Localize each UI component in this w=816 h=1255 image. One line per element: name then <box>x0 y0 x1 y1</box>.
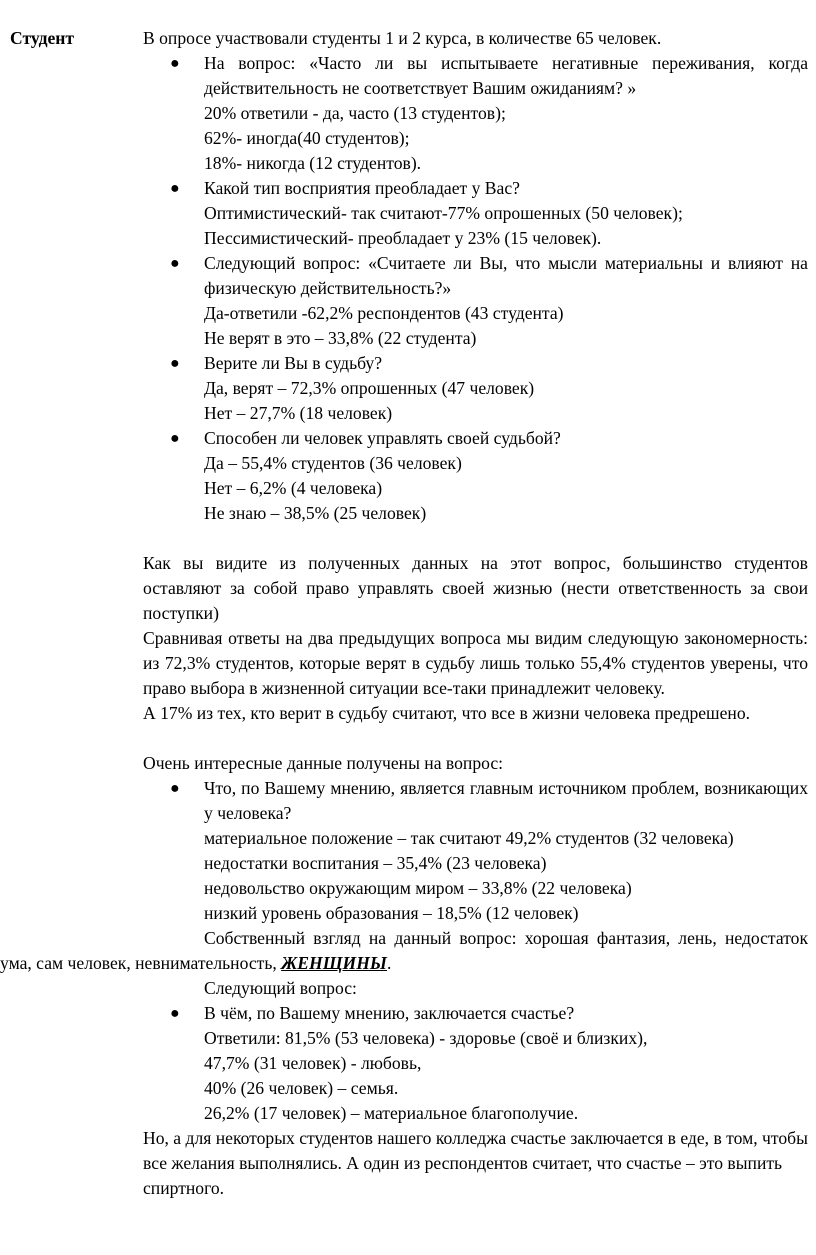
answer-text: 62%- иногда(40 студентов); <box>204 128 410 148</box>
answer-text: Да – 55,4% студентов (36 человек) <box>204 453 462 473</box>
answer-text: недовольство окружающим миром – 33,8% (22 человека) <box>204 878 632 898</box>
question-text: На вопрос: «Часто ли вы испытываете негативные переживания, когда действительность не соответствует Вашим ожиданиям? » <box>204 53 808 98</box>
answer-text: недостатки воспитания – 35,4% (23 человека) <box>204 853 547 873</box>
question-text: Следующий вопрос: «Считаете ли Вы, что мысли материальны и влияют на физическую действительность?» <box>204 253 808 298</box>
question-text: Какой тип восприятия преобладает у Вас? <box>204 178 520 198</box>
own-view-paragraph <box>0 926 808 976</box>
answer-text: Пессимистический- преобладает у 23% (15 человек). <box>204 228 602 248</box>
own-view-text: Собственный взгляд на данный вопрос: хорошая фантазия, лень, недостаток ума, сам человек, невнимательность, <box>0 928 808 973</box>
survey-item <box>143 1001 808 1126</box>
survey-item <box>143 776 808 926</box>
survey-item <box>143 51 808 176</box>
own-view-end: . <box>386 953 392 973</box>
bullet-icon: ● <box>170 255 180 272</box>
answer-text: 40% (26 человек) – семья. <box>204 1078 399 1098</box>
comparison-paragraph: Сравнивая ответы на два предыдущих вопроса мы видим следующую закономерность: из 72,3% студентов, которые верят в судьбу лишь только 55,4% студентов уверены, что право выбора в жизненной ситуации все-таки принадлежит человеку. <box>143 628 808 698</box>
survey-item <box>143 176 808 251</box>
final-paragraph: Но, а для некоторых студентов нашего колледжа счастье заключается в еде, в том, чтобы все желания выполнялись. А один из респондентов считает, что счастье – это выпить спиртного. <box>143 1128 808 1198</box>
fate-paragraph: А 17% из тех, кто верит в судьбу считают, что все в жизни человека предрешено. <box>143 703 751 723</box>
answer-text: 47,7% (31 человек) - любовь, <box>204 1053 422 1073</box>
intro-text: В опросе участвовали студенты 1 и 2 курса, в количестве 65 человек. <box>143 28 662 48</box>
bullet-icon: ● <box>170 430 180 447</box>
own-view-emphasis: ЖЕНЩИНЫ <box>281 953 387 973</box>
question-text: Что, по Вашему мнению, является главным источником проблем, возникающих у человека? <box>204 778 808 823</box>
answer-text: материальное положение – так считают 49,2% студентов (32 человека) <box>204 828 734 848</box>
interesting-data-paragraph: Очень интересные данные получены на вопрос: <box>143 753 504 773</box>
conclusion-paragraph: Как вы видите из полученных данных на этот вопрос, большинство студентов оставляют за собой право управлять своей жизнью (нести ответственность за свои поступки) <box>143 553 808 623</box>
survey-item <box>143 351 808 426</box>
answer-text: Да, верят – 72,3% опрошенных (47 человек) <box>204 378 535 398</box>
answer-text: Не верят в это – 33,8% (22 студента) <box>204 328 477 348</box>
section-label: Студент <box>10 28 75 48</box>
answer-text: Нет – 27,7% (18 человек) <box>204 403 393 423</box>
answer-text: 26,2% (17 человек) – материальное благополучие. <box>204 1103 579 1123</box>
survey-item <box>143 251 808 351</box>
bullet-icon: ● <box>170 1005 180 1022</box>
answer-text: Не знаю – 38,5% (25 человек) <box>204 503 427 523</box>
document-body <box>0 26 808 1201</box>
answer-text: 20% ответили - да, часто (13 студентов); <box>204 103 506 123</box>
answer-text: Ответили: 81,5% (53 человека) - здоровье (своё и близких), <box>204 1028 648 1048</box>
bullet-icon: ● <box>170 355 180 372</box>
bullet-icon: ● <box>170 780 180 797</box>
happiness-list <box>143 1001 808 1126</box>
question-text: Верите ли Вы в судьбу? <box>204 353 383 373</box>
survey-list <box>143 51 808 526</box>
question-text: Способен ли человек управлять своей судьбой? <box>204 428 561 448</box>
bullet-icon: ● <box>170 180 180 197</box>
next-question-label: Следующий вопрос: <box>204 978 357 998</box>
answer-text: Оптимистический- так считают-77% опрошенных (50 человек); <box>204 203 683 223</box>
question-text: В чём, по Вашему мнению, заключается счастье? <box>204 1003 575 1023</box>
problems-list <box>143 776 808 926</box>
answer-text: 18%- никогда (12 студентов). <box>204 153 422 173</box>
answer-text: Нет – 6,2% (4 человека) <box>204 478 383 498</box>
answer-text: низкий уровень образования – 18,5% (12 человек) <box>204 903 579 923</box>
survey-item <box>143 426 808 526</box>
bullet-icon: ● <box>170 55 180 72</box>
answer-text: Да-ответили -62,2% респондентов (43 студента) <box>204 303 564 323</box>
